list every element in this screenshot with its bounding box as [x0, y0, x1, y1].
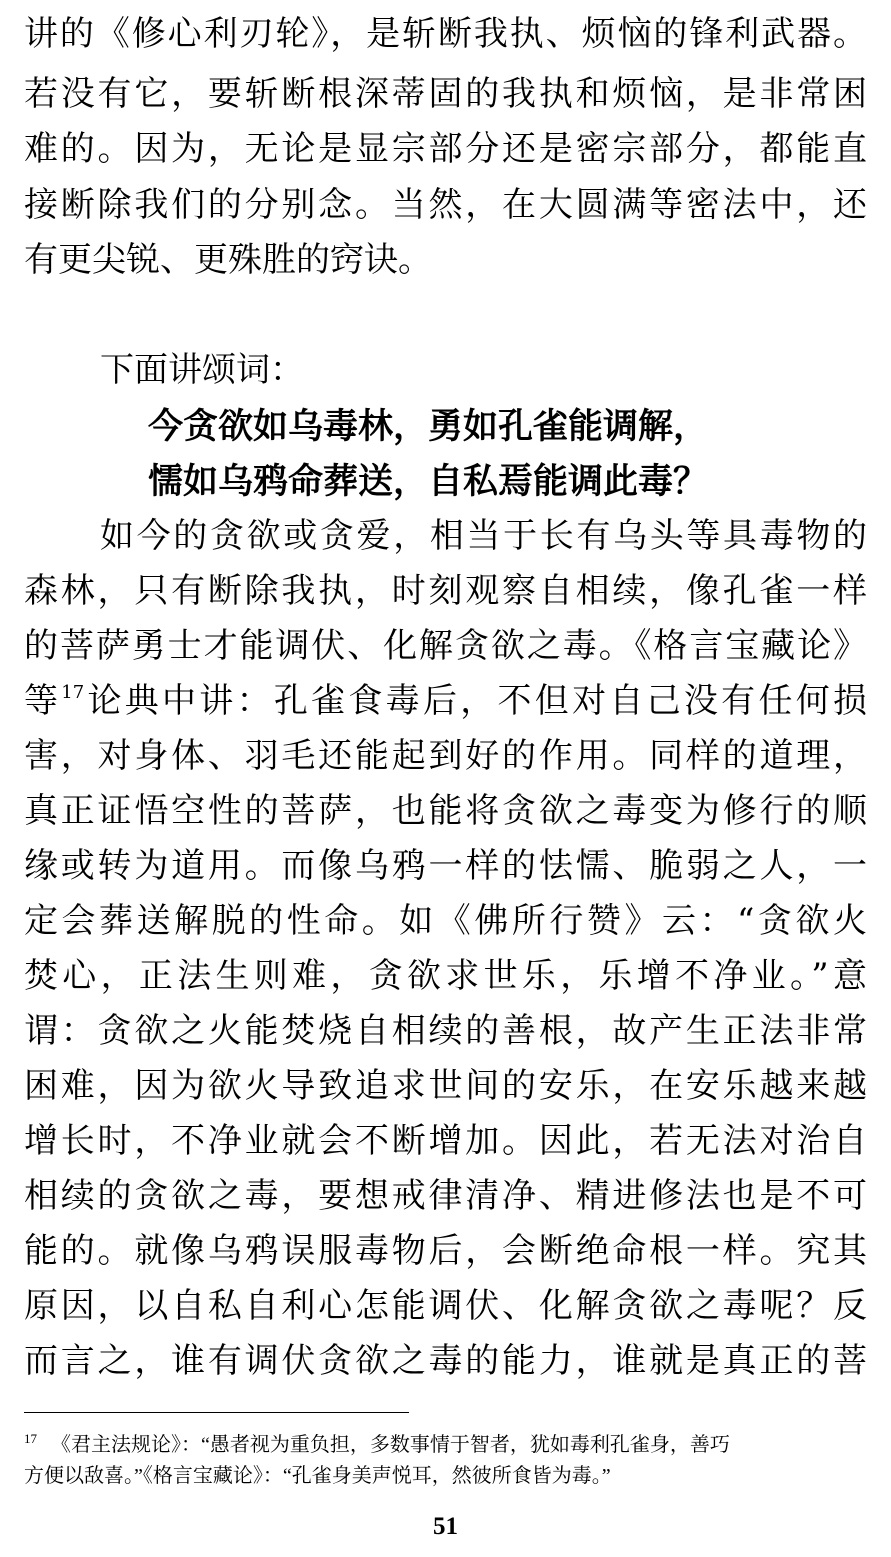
- footnote-line: 方便以敌喜。”《格言宝藏论》：“孔雀身美声悦耳，然彼所食皆为毒。”: [24, 1465, 611, 1487]
- commentary-line: 如今的贪欲或贪爱，相当于长有乌头等具毒物的: [100, 516, 867, 556]
- footnote-ref[interactable]: 17: [61, 682, 85, 703]
- commentary-line: 能的。就像乌鸦误服毒物后，会断绝命根一样。究其: [24, 1231, 867, 1271]
- commentary-line: 的菩萨勇士才能调伏、化解贪欲之毒。《格言宝藏论》: [24, 626, 867, 666]
- paragraph-line: 难的。因为，无论是显宗部分还是密宗部分，都能直: [24, 129, 867, 169]
- footnote-divider: [24, 1412, 409, 1413]
- commentary-line: 而言之，谁有调伏贪欲之毒的能力，谁就是真正的菩: [24, 1341, 867, 1381]
- page-number: 51: [433, 1513, 458, 1540]
- commentary-line: 焚心，正法生则难，贪欲求世乐，乐增不净业。”意: [24, 956, 867, 996]
- verse-line: 今贪欲如乌毒林，勇如孔雀能调解，: [148, 407, 709, 447]
- commentary-text: 论典中讲：孔雀食毒后，不但对自己没有任何损: [84, 681, 868, 721]
- commentary-line: 森林，只有断除我执，时刻观察自相续，像孔雀一样: [24, 571, 867, 611]
- footnote-text: 《君主法规论》：“愚者视为重负担，多数事情于智者，犹如毒利孔雀身，善巧: [51, 1434, 730, 1456]
- commentary-line: 真正证悟空性的菩萨，也能将贪欲之毒变为修行的顺: [24, 791, 867, 831]
- paragraph-line: 接断除我们的分别念。当然，在大圆满等密法中，还: [24, 185, 867, 225]
- paragraph-line: 若没有它，要斩断根深蒂固的我执和烦恼，是非常困: [24, 74, 867, 114]
- footnote-line: [24, 1430, 867, 1460]
- commentary-line: 谓：贪欲之火能焚烧自相续的善根，故产生正法非常: [24, 1011, 867, 1051]
- commentary-line: 定会葬送解脱的性命。如《佛所行赞》云：“贪欲火: [24, 901, 867, 941]
- commentary-line: 缘或转为道用。而像乌鸦一样的怯懦、脆弱之人，一: [24, 846, 867, 886]
- commentary-line: 原因，以自私自利心怎能调伏、化解贪欲之毒呢？反: [24, 1286, 867, 1326]
- commentary-line: 困难，因为欲火导致追求世间的安乐，在安乐越来越: [24, 1066, 867, 1106]
- paragraph-line: 讲的《修心利刃轮》，是斩断我执、烦恼的锋利武器。: [24, 14, 867, 54]
- commentary-line: [24, 679, 867, 723]
- commentary-text: 等: [24, 681, 62, 721]
- commentary-line: 增长时，不净业就会不断增加。因此，若无法对治自: [24, 1121, 867, 1161]
- paragraph-line: 有更尖锐、更殊胜的窍诀。: [24, 240, 432, 280]
- commentary-line: 相续的贪欲之毒，要想戒律清净、精进修法也是不可: [24, 1176, 867, 1216]
- verse-intro: 下面讲颂词：: [100, 350, 304, 390]
- footnote-number: 17: [24, 1431, 37, 1446]
- verse-line: 懦如乌鸦命葬送，自私焉能调此毒？: [148, 462, 709, 502]
- commentary-line: 害，对身体、羽毛还能起到好的作用。同样的道理，: [24, 736, 867, 776]
